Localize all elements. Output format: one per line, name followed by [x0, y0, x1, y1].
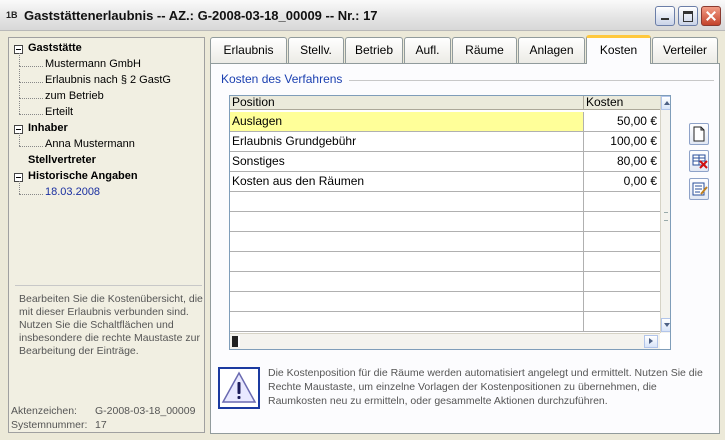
cost-cell[interactable]: 100,00 € [610, 134, 657, 148]
position-cell[interactable] [230, 212, 584, 231]
systemnummer-label: Systemnummer: [11, 419, 88, 431]
tree-node-group[interactable]: Gaststätte [28, 42, 82, 54]
position-cell[interactable]: Erlaubnis Grundgebühr [230, 132, 584, 151]
section-title: Kosten des Verfahrens [221, 72, 343, 86]
new-document-icon [692, 126, 706, 142]
position-cell[interactable] [230, 272, 584, 291]
tree-connector [19, 181, 20, 194]
horizontal-scrollbar[interactable] [230, 333, 660, 350]
systemnummer-value: 17 [95, 419, 107, 431]
tree-connector [19, 101, 20, 114]
delete-table-icon [692, 153, 708, 169]
detail-panel [210, 36, 720, 434]
minimize-icon [656, 7, 674, 25]
app-icon: 1B [6, 10, 18, 20]
new-entry-button[interactable] [689, 123, 709, 145]
position-cell[interactable] [230, 312, 584, 331]
tree-node-item[interactable]: zum Betrieb [45, 90, 104, 102]
info-text: Die Kostenposition für die Räume werden automatisiert angelegt und ermittelt. Nutzen Sie die Rechte Maustaste, um einzelne Vorlagen der Kostenpositionen zu übernehmen, die Raumkosten neu zu ermitteln, oder gesammelte Aktionen durchzuführen. [268, 367, 703, 407]
tree-connector [19, 146, 43, 147]
tree-node-item[interactable]: Erteilt [45, 106, 74, 118]
tab-betrieb[interactable]: Betrieb [345, 37, 403, 63]
cost-cell[interactable] [584, 272, 660, 291]
tree-connector [19, 194, 43, 195]
title-bar [0, 0, 725, 31]
position-cell[interactable] [230, 192, 584, 211]
section-divider [349, 80, 714, 81]
table-row[interactable] [230, 232, 660, 252]
info-warning-icon [218, 367, 260, 409]
tab-page-kosten [210, 63, 720, 434]
tab-erlaubnis[interactable]: Erlaubnis [210, 37, 287, 63]
tree-node-group[interactable]: Stellvertreter [28, 154, 96, 166]
navigation-panel [8, 37, 205, 433]
panel-divider [15, 285, 202, 286]
table-row[interactable] [230, 132, 660, 152]
close-icon [702, 7, 720, 25]
tree-connector [19, 66, 43, 67]
cost-cell[interactable] [584, 292, 660, 311]
scroll-grip-icon [664, 212, 668, 221]
tab-kosten[interactable]: Kosten [586, 35, 651, 64]
tree-node-item[interactable]: Anna Mustermann [45, 138, 135, 150]
cost-cell[interactable] [584, 232, 660, 251]
tree-connector [19, 133, 20, 146]
table-row[interactable] [230, 112, 660, 132]
costs-grid[interactable] [229, 95, 671, 350]
table-row[interactable] [230, 272, 660, 292]
cost-cell[interactable] [584, 192, 660, 211]
cost-cell[interactable] [584, 312, 660, 331]
edit-entry-button[interactable] [689, 178, 709, 200]
tab-aufl[interactable]: Aufl. [404, 37, 451, 63]
tab-stellv[interactable]: Stellv. [288, 37, 344, 63]
tree-connector [19, 82, 43, 83]
scroll-down-button[interactable] [661, 318, 671, 332]
tree-node-group[interactable]: Inhaber [28, 122, 68, 134]
tree-connector [19, 85, 20, 98]
scroll-up-button[interactable] [661, 96, 671, 110]
aktenzeichen-value: G-2008-03-18_00009 [95, 405, 196, 417]
cost-cell[interactable]: 50,00 € [616, 114, 657, 128]
scroll-right-button[interactable] [644, 335, 658, 348]
tree-node-item[interactable]: 18.03.2008 [45, 186, 101, 198]
delete-entry-button[interactable] [689, 150, 709, 172]
maximize-icon [679, 7, 697, 25]
tab-räume[interactable]: Räume [452, 37, 517, 63]
edit-notes-icon [692, 181, 708, 197]
table-row[interactable] [230, 312, 660, 332]
cost-cell[interactable]: 80,00 € [616, 154, 657, 168]
table-row[interactable] [230, 212, 660, 232]
table-row[interactable] [230, 172, 660, 192]
position-cell[interactable] [230, 292, 584, 311]
help-text: Bearbeiten Sie die Kostenübersicht, die mit dieser Erlaubnis verbunden sind. Nutzen Sie die Schaltflächen und insbesondere die rechte Maustaste zur Bearbeitung der Einträge. [19, 293, 203, 357]
tree-node-item[interactable]: Erlaubnis nach § 2 GastG [45, 74, 171, 86]
position-cell[interactable] [230, 252, 584, 271]
tree-connector [19, 98, 43, 99]
column-header-cost[interactable]: Kosten [584, 96, 660, 110]
column-header-position[interactable]: Position [230, 96, 584, 110]
tree-connector [19, 114, 43, 115]
tree-node-group[interactable]: Historische Angaben [28, 170, 138, 182]
cost-cell[interactable] [584, 212, 660, 231]
systemnummer-row [11, 419, 107, 431]
table-row[interactable] [230, 252, 660, 272]
vertical-scrollbar[interactable] [660, 96, 671, 333]
tree-connector [19, 69, 20, 82]
cost-cell[interactable] [584, 252, 660, 271]
horizontal-scroll-thumb[interactable] [232, 336, 240, 347]
tree-connector [19, 53, 20, 66]
table-row[interactable] [230, 152, 660, 172]
position-cell[interactable]: Auslagen [230, 112, 584, 131]
table-row[interactable] [230, 192, 660, 212]
position-cell[interactable]: Kosten aus den Räumen [230, 172, 584, 191]
minimize-button[interactable] [655, 6, 675, 26]
close-button[interactable] [701, 6, 721, 26]
table-row[interactable] [230, 292, 660, 312]
maximize-button[interactable] [678, 6, 698, 26]
tab-anlagen[interactable]: Anlagen [518, 37, 585, 63]
cost-cell[interactable]: 0,00 € [623, 174, 657, 188]
aktenzeichen-row [11, 405, 196, 417]
tree-node-item[interactable]: Mustermann GmbH [45, 58, 141, 70]
tab-verteiler[interactable]: Verteiler [652, 37, 718, 63]
window-title: Gaststättenerlaubnis -- AZ.: G-2008-03-18_00009 -- Nr.: 17 [24, 8, 378, 23]
aktenzeichen-label: Aktenzeichen: [11, 405, 77, 417]
position-cell[interactable]: Sonstiges [230, 152, 584, 171]
position-cell[interactable] [230, 232, 584, 251]
